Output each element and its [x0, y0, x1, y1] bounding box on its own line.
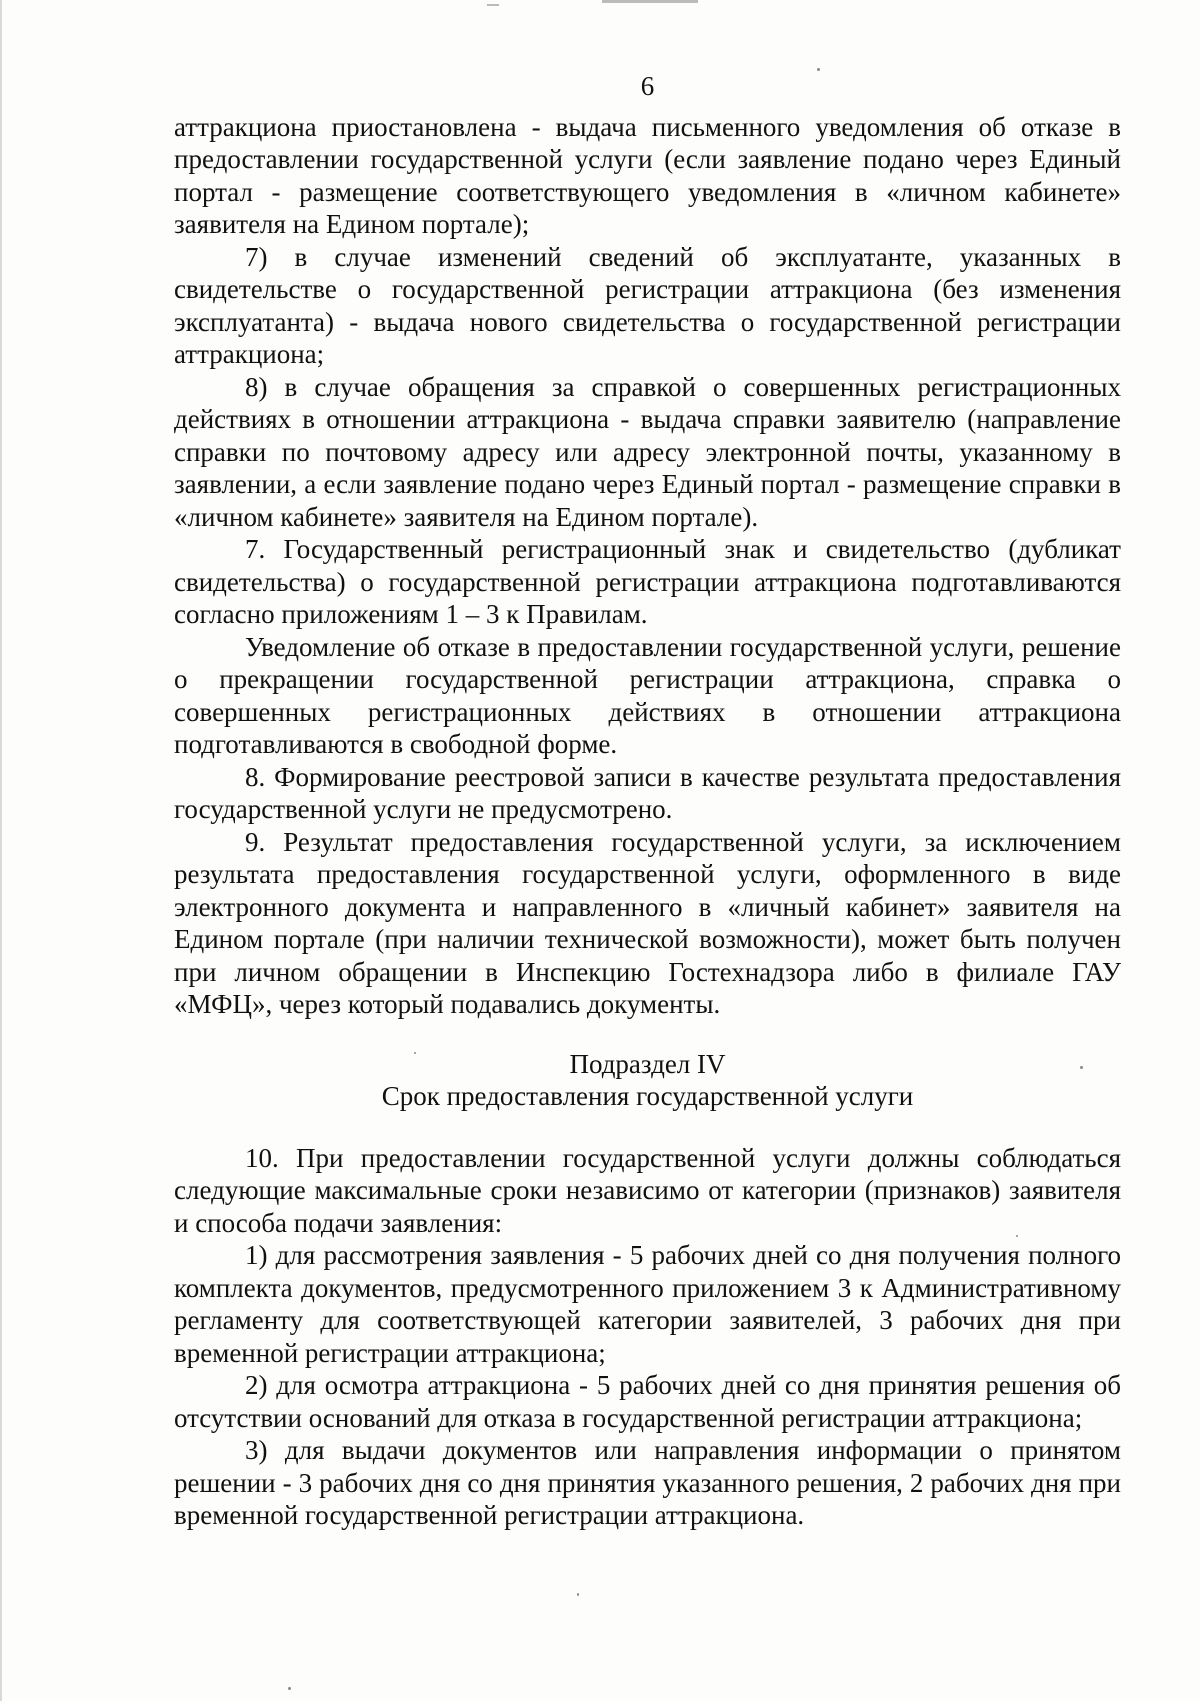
paragraph: 10. При предоставлении государственной услуги должны соблюдаться следующие максимальные сроки независимо от категории (признаков) заявителя и способа подачи заявления: [174, 1142, 1121, 1238]
scan-artifact [602, 0, 698, 3]
paragraph: 2) для осмотра аттракциона - 5 рабочих дней со дня принятия решения об отсутствии оснований для отказа в государственной регистрации аттракциона; [174, 1370, 1121, 1433]
scan-artifact [487, 4, 499, 6]
paragraph: 1) для рассмотрения заявления - 5 рабочих дней со дня получения полного комплекта документов, предусмотренного приложением 3 к Административному регламенту для соответствующей категории заявителей, 3 рабочих дня при временной регистрации аттракциона; [174, 1240, 1121, 1368]
section-label: Подраздел IV [569, 1048, 726, 1079]
section-spacer [174, 1021, 1121, 1048]
paragraph: 7) в случае изменений сведений об эксплуатанте, указанных в свидетельстве о государственной регистрации аттракциона (без изменения эксплуатанта) - выдача нового свидетельства о государственной регистрации аттракциона; [174, 241, 1121, 369]
section-title: Срок предоставления государственной услуги [381, 1081, 914, 1111]
section-spacer [174, 1113, 1121, 1142]
paragraph: Уведомление об отказе в предоставлении государственной услуги, решение о прекращении государственной регистрации аттракциона, справка о совершенных регистрационных действиях в отношении аттракциона подготавливаются в свободной форме. [174, 631, 1121, 759]
paragraph: 9. Результат предоставления государственной услуги, за исключением результата предоставления государственной услуги, оформленного в виде электронного документа и направленного в «личный кабинет» заявителя на Едином портале (при наличии технической возможности), может быть получен при личном обращении в Инспекцию Гостехнадзора либо в филиале ГАУ «МФЦ», через который подавались документы. [174, 826, 1121, 1019]
paragraph: 3) для выдачи документов или направления информации о принятом решении - 3 рабочих дня со дня принятия указанного решения, 2 рабочих дня при временной государственной регистрации аттракциона. [174, 1435, 1121, 1530]
page-number: 6 [640, 71, 655, 101]
document-body [174, 70, 1121, 1532]
paragraph: 7. Государственный регистрационный знак и свидетельство (дубликат свидетельства) о государственной регистрации аттракциона подготавливаются согласно приложениям 1 – 3 к Правилам. [174, 534, 1121, 629]
paragraph: 8. Формирование реестровой записи в качестве результата предоставления государственной услуги не предусмотрено. [174, 761, 1121, 824]
scan-speck [288, 1687, 291, 1690]
body-section-1 [174, 111, 1121, 1021]
scan-speck [577, 1593, 579, 1596]
paragraph: 8) в случае обращения за справкой о совершенных регистрационных действиях в отношении аттракциона - выдача справки заявителю (направление справки по почтовому адресу или адресу электронной почты, указанному в заявлении, а если заявление подано через Единый портал - размещение справки в «личном кабинете» заявителя на Едином портале). [174, 371, 1121, 532]
paragraph: аттракциона приостановлена - выдача письменного уведомления об отказе в предоставлении государственной услуги (если заявление подано через Единый портал - размещение соответствующего уведомления в «личном кабинете» заявителя на Едином портале); [174, 111, 1121, 239]
body-section-2 [174, 1142, 1121, 1532]
